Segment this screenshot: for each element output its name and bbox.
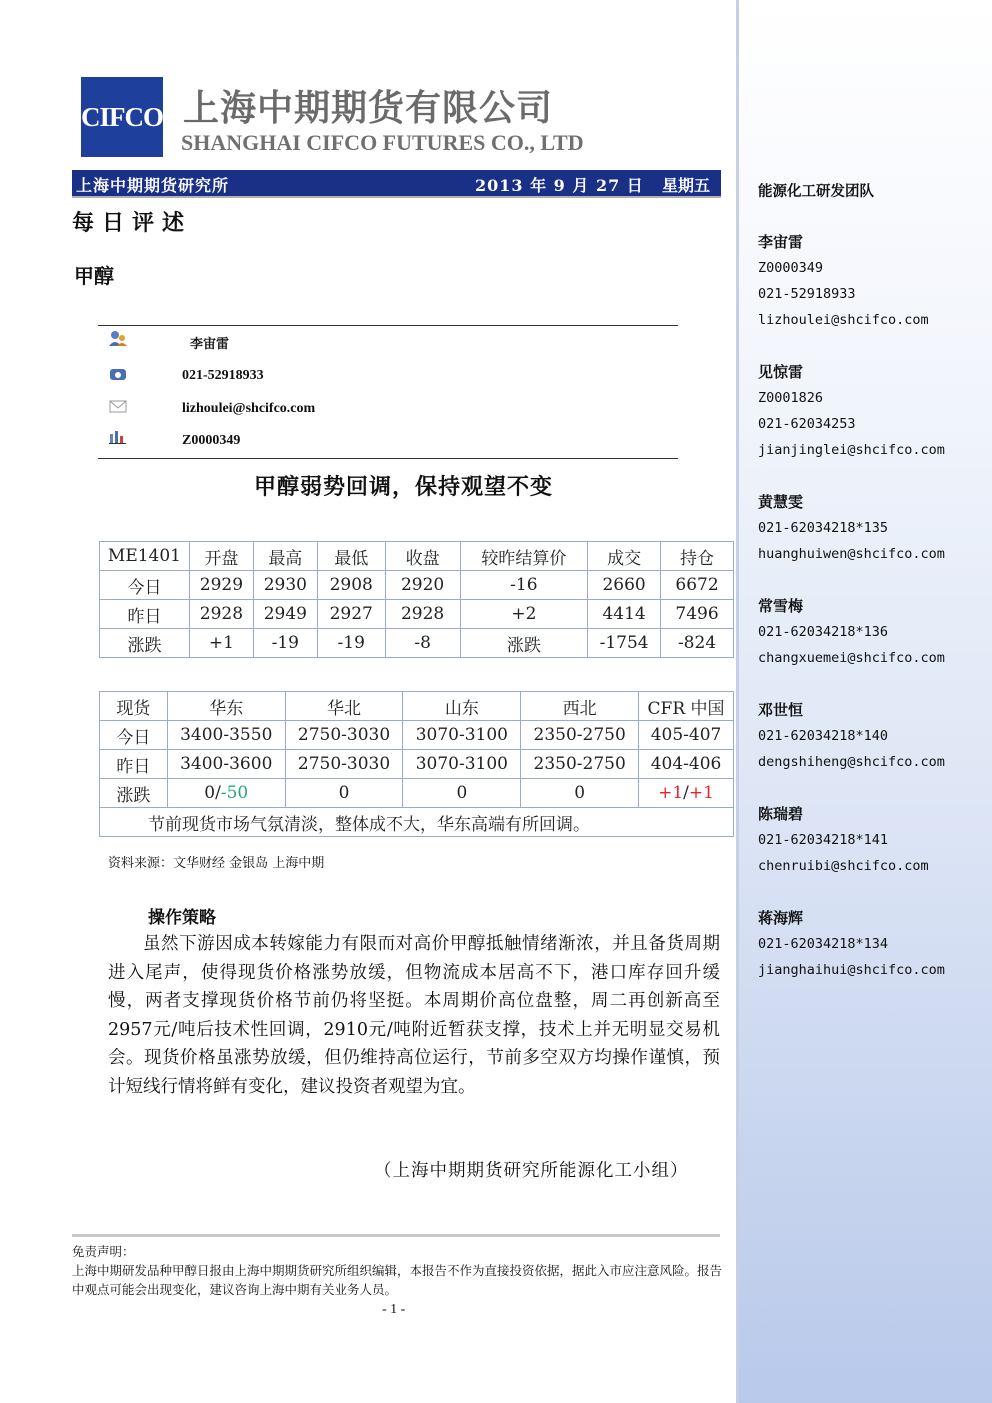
company-name-en: SHANGHAI CIFCO FUTURES CO., LTD	[181, 130, 584, 155]
table-cell: 昨日	[100, 750, 168, 779]
table-header: 华东	[167, 692, 285, 721]
member-phone: 021-62034218*141	[758, 832, 889, 848]
table-cell: 4414	[588, 600, 661, 629]
table-cell: 昨日	[100, 600, 190, 629]
table-cell: 涨跌	[460, 629, 588, 658]
table-header: ME1401	[100, 542, 190, 571]
table-header: 收盘	[385, 542, 460, 571]
table-cell: 今日	[100, 721, 168, 750]
table-cell: -16	[460, 571, 588, 600]
strategy-heading: 操作策略	[148, 908, 216, 928]
member-email[interactable]: changxuemei@shcifco.com	[758, 650, 945, 666]
member-email[interactable]: jianghaihui@shcifco.com	[758, 962, 945, 978]
institute-name: 上海中期期货研究所	[76, 176, 230, 195]
table-cell: 今日	[100, 571, 190, 600]
author-email[interactable]: lizhoulei@shcifco.com	[182, 401, 316, 416]
member-email[interactable]: chenruibi@shcifco.com	[758, 858, 929, 874]
member-license: Z0000349	[758, 260, 824, 276]
table-cell: 7496	[661, 600, 734, 629]
table-cell: -1754	[588, 629, 661, 658]
product-name: 甲醇	[74, 264, 114, 288]
disclaimer	[72, 1242, 722, 1299]
table-cell: 2350-2750	[521, 750, 639, 779]
table-cell: 2908	[317, 571, 385, 600]
table-note: 节前现货市场气氛清淡，整体成不大，华东高端有所回调。	[100, 808, 734, 837]
table-header: 山东	[403, 692, 521, 721]
table-header: 较昨结算价	[460, 542, 588, 571]
table-cell: 2350-2750	[521, 721, 639, 750]
futures-table	[99, 541, 734, 658]
table-cell-part: /	[683, 783, 689, 803]
team-member	[758, 229, 929, 333]
table-header: 开盘	[189, 542, 253, 571]
table-cell: 2929	[189, 571, 253, 600]
table-cell: 2750-3030	[285, 750, 403, 779]
team-title: 能源化工研发团队	[758, 184, 874, 200]
table-header: 西北	[521, 692, 639, 721]
spot-table	[99, 691, 734, 837]
table-cell: 3400-3550	[167, 721, 285, 750]
member-email[interactable]: dengshiheng@shcifco.com	[758, 754, 945, 770]
author-license: Z0000349	[182, 433, 241, 448]
team-member	[758, 801, 929, 879]
table-cell: 2660	[588, 571, 661, 600]
report-series: 每日评述	[72, 210, 193, 236]
team-member	[758, 489, 945, 567]
member-name: 李宙雷	[758, 233, 804, 251]
header-bar	[72, 170, 721, 198]
table-row	[100, 779, 734, 808]
team-member	[758, 593, 945, 671]
table-cell: 0	[403, 779, 521, 808]
table-cell: 2928	[189, 600, 253, 629]
table-cell: 6672	[661, 571, 734, 600]
table-cell: 3070-3100	[403, 721, 521, 750]
member-name: 黄慧雯	[758, 493, 804, 511]
table-cell: +2	[460, 600, 588, 629]
member-phone: 021-62034218*135	[758, 520, 889, 536]
signature: （上海中期期货研究所能源化工小组）	[374, 1161, 689, 1181]
page-number: - 1 -	[382, 1302, 406, 1317]
table-header: 持仓	[661, 542, 734, 571]
table-row	[100, 571, 734, 600]
author-name: 李宙雷	[190, 337, 230, 352]
table-cell-part: 0/	[204, 783, 221, 803]
member-name: 常雪梅	[758, 597, 804, 615]
table-row	[100, 600, 734, 629]
table-cell: -19	[317, 629, 385, 658]
team-member	[758, 359, 945, 463]
mail-icon	[108, 398, 128, 414]
table-header-row	[100, 542, 734, 571]
member-email[interactable]: lizhoulei@shcifco.com	[758, 312, 929, 328]
table-header-row	[100, 692, 734, 721]
member-phone: 021-62034218*136	[758, 624, 889, 640]
table-cell: 0	[521, 779, 639, 808]
report-date: 2013 年 9 月 27 日	[475, 176, 644, 195]
table-cell: 2927	[317, 600, 385, 629]
company-name-cn: 上海中期期货有限公司	[183, 88, 554, 129]
member-email[interactable]: huanghuiwen@shcifco.com	[758, 546, 945, 562]
member-license: Z0001826	[758, 390, 824, 406]
table-cell: 2928	[385, 600, 460, 629]
table-row	[100, 750, 734, 779]
table-cell: 2949	[253, 600, 317, 629]
table-cell: +1	[189, 629, 253, 658]
table-header: 华北	[285, 692, 403, 721]
table-header: 成交	[588, 542, 661, 571]
table-header: 现货	[100, 692, 168, 721]
member-email[interactable]: jianjinglei@shcifco.com	[758, 442, 945, 458]
member-name: 陈瑞碧	[758, 805, 804, 823]
table-row	[100, 808, 734, 837]
team-member	[758, 905, 945, 983]
table-cell: 2930	[253, 571, 317, 600]
divider	[98, 325, 678, 326]
table-cell: 405-407	[639, 721, 734, 750]
table-row	[100, 629, 734, 658]
table-cell	[639, 779, 734, 808]
member-name: 见惊雷	[758, 363, 804, 381]
table-cell: -8	[385, 629, 460, 658]
table-cell: -824	[661, 629, 734, 658]
member-phone: 021-62034253	[758, 416, 856, 432]
table-cell	[167, 779, 285, 808]
table-cell: 涨跌	[100, 779, 168, 808]
divider	[98, 458, 678, 459]
divider	[72, 1234, 720, 1237]
author-phone: 021-52918933	[182, 368, 264, 383]
member-name: 邓世恒	[758, 701, 804, 719]
table-cell-part: +1	[658, 783, 684, 803]
table-cell: 0	[285, 779, 403, 808]
table-header: CFR 中国	[639, 692, 734, 721]
member-phone: 021-62034218*140	[758, 728, 889, 744]
company-logo: CIFCO	[81, 77, 163, 157]
member-name: 蒋海辉	[758, 909, 804, 927]
table-cell: -19	[253, 629, 317, 658]
person-icon	[108, 330, 128, 346]
certificate-icon	[108, 428, 128, 444]
team-member	[758, 697, 945, 775]
table-header: 最低	[317, 542, 385, 571]
table-cell: 2920	[385, 571, 460, 600]
table-cell: 404-406	[639, 750, 734, 779]
table-cell: 3400-3600	[167, 750, 285, 779]
report-title: 甲醇弱势回调，保持观望不变	[254, 474, 554, 500]
table-cell: 2750-3030	[285, 721, 403, 750]
data-source: 资料来源：文华财经 金银岛 上海中期	[108, 856, 325, 871]
table-cell-part: -50	[220, 783, 249, 803]
disclaimer-text: 上海中期研发品种甲醇日报由上海中期期货研究所组织编辑，本报告不作为直接投资依据，据此入市应注意风险。报告中观点可能会出现变化，建议咨询上海中期有关业务人员。	[72, 1263, 723, 1297]
table-row	[100, 721, 734, 750]
member-phone: 021-52918933	[758, 286, 856, 302]
table-cell: 3070-3100	[403, 750, 521, 779]
disclaimer-label: 免责声明：	[72, 1244, 135, 1259]
telephone-icon	[108, 366, 128, 382]
strategy-body: 虽然下游因成本转嫁能力有限而对高价甲醇抵触情绪渐浓，并且备货周期进入尾声，使得现货价格涨势放缓，但物流成本居高不下，港口库存回升缓慢，两者支撑现货价格节前仍将坚挺。本周期价高位盘整，周二再创新高至2957元/吨后技术性回调，2910元/吨附近暂获支撑，技术上并无明显交易机会。现货价格虽涨势放缓，但仍维持高位运行，节前多空双方均操作谨慎，预计短线行情将鲜有变化，建议投资者观望为宜。	[108, 934, 720, 1097]
member-phone: 021-62034218*134	[758, 936, 889, 952]
report-weekday: 星期五	[662, 176, 711, 195]
table-cell: 涨跌	[100, 629, 190, 658]
table-header: 最高	[253, 542, 317, 571]
table-cell-part: +1	[688, 783, 714, 803]
